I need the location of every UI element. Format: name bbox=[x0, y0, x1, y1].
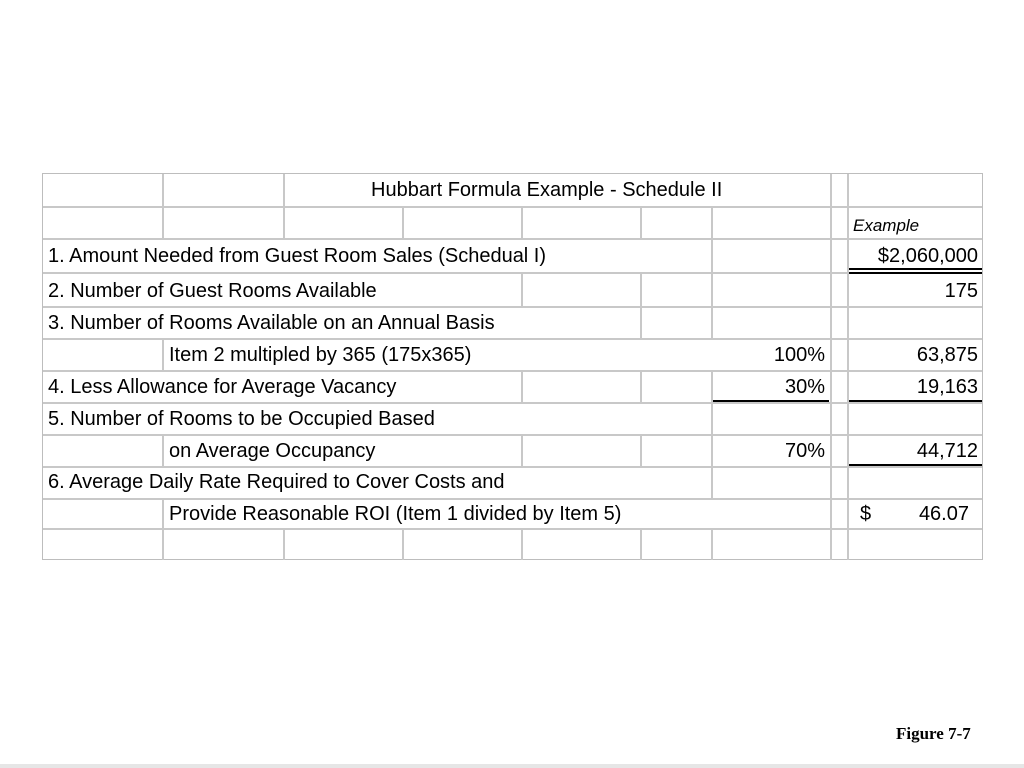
col-divider bbox=[640, 528, 642, 560]
col-divider bbox=[162, 434, 164, 466]
row-value: 19,163 bbox=[916, 376, 978, 398]
col-divider bbox=[830, 338, 832, 370]
col-divider bbox=[711, 528, 713, 560]
col-divider bbox=[521, 206, 523, 238]
col-divider bbox=[640, 206, 642, 238]
col-divider bbox=[830, 466, 832, 498]
col-divider bbox=[847, 466, 849, 498]
row-value: 175 bbox=[944, 280, 978, 302]
row-value: 44,712 bbox=[916, 440, 978, 462]
example-column-header: Example bbox=[853, 216, 920, 235]
col-divider bbox=[640, 370, 642, 402]
col-divider bbox=[640, 306, 642, 338]
col-divider bbox=[521, 370, 523, 402]
row-percent: 70% bbox=[784, 440, 825, 462]
row-label: 3. Number of Rooms Available on an Annual Basis bbox=[48, 312, 495, 334]
col-divider bbox=[283, 206, 285, 238]
row-divider bbox=[43, 402, 982, 404]
total-double-underline bbox=[849, 272, 982, 274]
col-divider bbox=[162, 338, 164, 370]
figure-label: Figure 7-7 bbox=[896, 724, 971, 743]
row-value: $2,060,000 bbox=[877, 245, 978, 267]
col-divider bbox=[830, 238, 832, 272]
col-divider bbox=[830, 306, 832, 338]
row-divider bbox=[43, 238, 982, 240]
row-divider bbox=[43, 206, 982, 208]
row-label: 1. Amount Needed from Guest Room Sales (Schedual I) bbox=[48, 245, 547, 267]
row-divider bbox=[43, 306, 982, 308]
row-divider bbox=[43, 498, 982, 500]
col-divider bbox=[830, 370, 832, 402]
col-divider bbox=[847, 528, 849, 560]
row-label: on Average Occupancy bbox=[169, 440, 376, 462]
value-underline bbox=[849, 400, 982, 402]
col-divider bbox=[162, 498, 164, 528]
value-underline bbox=[849, 464, 982, 466]
col-divider bbox=[830, 272, 832, 306]
percent-underline bbox=[713, 400, 829, 402]
col-divider bbox=[711, 402, 713, 434]
col-divider bbox=[711, 206, 713, 238]
col-divider bbox=[711, 272, 713, 306]
col-divider bbox=[711, 238, 713, 272]
row-percent: 30% bbox=[784, 376, 825, 398]
col-divider bbox=[162, 206, 164, 238]
row-divider bbox=[43, 338, 982, 340]
row-value: 63,875 bbox=[916, 344, 978, 366]
col-divider bbox=[640, 434, 642, 466]
col-divider bbox=[847, 206, 849, 238]
row-label: Provide Reasonable ROI (Item 1 divided by Item 5) bbox=[169, 503, 622, 525]
col-divider bbox=[402, 206, 404, 238]
col-divider bbox=[847, 174, 849, 206]
col-divider bbox=[521, 528, 523, 560]
col-divider bbox=[283, 528, 285, 560]
row-divider bbox=[43, 370, 982, 372]
total-double-underline bbox=[849, 268, 982, 270]
col-divider bbox=[711, 466, 713, 498]
row-percent: 100% bbox=[773, 344, 825, 366]
row-label: 6. Average Daily Rate Required to Cover Costs and bbox=[48, 471, 505, 493]
col-divider bbox=[521, 434, 523, 466]
spreadsheet-table bbox=[42, 173, 983, 560]
row-label: Item 2 multipled by 365 (175x365) bbox=[169, 344, 472, 366]
col-divider bbox=[830, 174, 832, 206]
col-divider bbox=[283, 174, 285, 206]
col-divider bbox=[162, 528, 164, 560]
col-divider bbox=[830, 434, 832, 466]
row-label: 4. Less Allowance for Average Vacancy bbox=[48, 376, 397, 398]
col-divider bbox=[711, 306, 713, 338]
table-title: Hubbart Formula Example - Schedule II bbox=[371, 179, 723, 201]
row-divider bbox=[43, 466, 982, 468]
col-divider bbox=[640, 272, 642, 306]
col-divider bbox=[847, 306, 849, 338]
col-divider bbox=[830, 528, 832, 560]
row-label: 5. Number of Rooms to be Occupied Based bbox=[48, 408, 435, 430]
col-divider bbox=[847, 402, 849, 434]
row-divider bbox=[43, 272, 982, 274]
col-divider bbox=[830, 498, 832, 528]
col-divider bbox=[402, 528, 404, 560]
row-value: 46.07 bbox=[918, 503, 969, 525]
col-divider bbox=[830, 206, 832, 238]
currency-symbol: $ bbox=[860, 503, 872, 525]
row-divider bbox=[43, 528, 982, 530]
col-divider bbox=[521, 272, 523, 306]
row-divider bbox=[43, 434, 982, 436]
col-divider bbox=[830, 402, 832, 434]
bottom-strip bbox=[0, 764, 1024, 768]
col-divider bbox=[162, 174, 164, 206]
row-label: 2. Number of Guest Rooms Available bbox=[48, 280, 377, 302]
